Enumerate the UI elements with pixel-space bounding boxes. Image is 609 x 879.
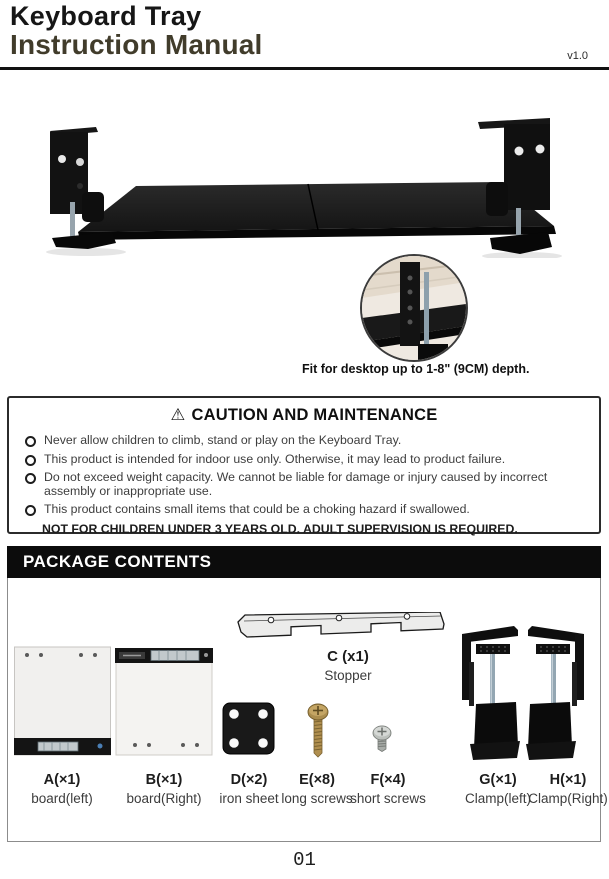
part-code: B(×1) (145, 772, 183, 788)
part-name: Stopper (324, 668, 372, 683)
caution-item (25, 503, 589, 517)
part-label-short-screws (342, 772, 434, 806)
part-name: short screws (350, 791, 426, 806)
package-contents-box (7, 578, 608, 842)
board-left-image (14, 645, 111, 758)
caution-item-text: Never allow children to climb, stand or play on the Keyboard Tray. (44, 433, 402, 447)
clamp-detail-inset (360, 254, 468, 362)
bullet-icon (25, 455, 36, 466)
caution-item-text: Do not exceed weight capacity. We cannot be liable for damage or injury caused by incorrect assembly or inappropriate use. (44, 470, 548, 498)
part-name: Clamp(left) (464, 791, 531, 806)
bullet-icon (25, 436, 36, 447)
part-label-stopper (298, 648, 398, 683)
part-label-board-right (112, 772, 216, 806)
caution-list (9, 434, 599, 517)
part-label-clamp-right (520, 772, 609, 806)
part-code: C (x1) (327, 648, 369, 665)
part-code: E(×8) (299, 772, 335, 788)
part-name: iron sheet (219, 791, 279, 806)
caution-item-text: This product contains small items that could be a choking hazard if swallowed. (44, 502, 470, 516)
caution-item-text: This product is intended for indoor use only. Otherwise, it may lead to product failure. (44, 451, 506, 466)
page-subtitle: Instruction Manual (10, 29, 263, 60)
part-name: board(left) (31, 791, 93, 806)
right-clamp-photo (478, 118, 562, 258)
short-screw-image (368, 725, 396, 753)
product-photo (0, 106, 609, 258)
caution-box (7, 396, 601, 534)
header-divider (0, 67, 609, 70)
fit-depth-caption: Fit for desktop up to 1-8" (9CM) depth. (302, 362, 530, 376)
part-code: F(×4) (370, 772, 406, 788)
clamp-left-image (460, 620, 522, 760)
part-code: D(×2) (230, 772, 268, 788)
caution-note: NOT FOR CHILDREN UNDER 3 YEARS OLD. ADULT SUPERVISION IS REQUIRED. (42, 521, 518, 536)
version-label: v1.0 (567, 50, 588, 62)
long-screw-image (303, 703, 333, 761)
clamp-right-image (524, 620, 586, 760)
stopper-image (233, 612, 445, 646)
page-title: Keyboard Tray (10, 1, 202, 31)
part-code: H(×1) (549, 772, 587, 788)
caution-title (9, 405, 599, 425)
warning-icon: ⚠ (170, 406, 186, 424)
caution-title-text: CAUTION AND MAINTENANCE (191, 406, 438, 424)
board-right-image (115, 648, 213, 756)
package-contents-header: PACKAGE CONTENTS (7, 546, 601, 578)
part-name: long screws (281, 791, 353, 806)
page-number: 01 (293, 849, 316, 871)
part-name: board(Right) (126, 791, 202, 806)
bullet-icon (25, 473, 36, 484)
caution-item (25, 471, 589, 498)
part-code: A(×1) (43, 772, 81, 788)
part-label-board-left (16, 772, 108, 806)
iron-sheet-image (222, 702, 275, 755)
caution-item (25, 434, 589, 448)
part-code: G(×1) (479, 772, 517, 788)
part-name: Clamp(Right) (528, 791, 608, 806)
caution-item (25, 453, 589, 467)
bullet-icon (25, 505, 36, 516)
